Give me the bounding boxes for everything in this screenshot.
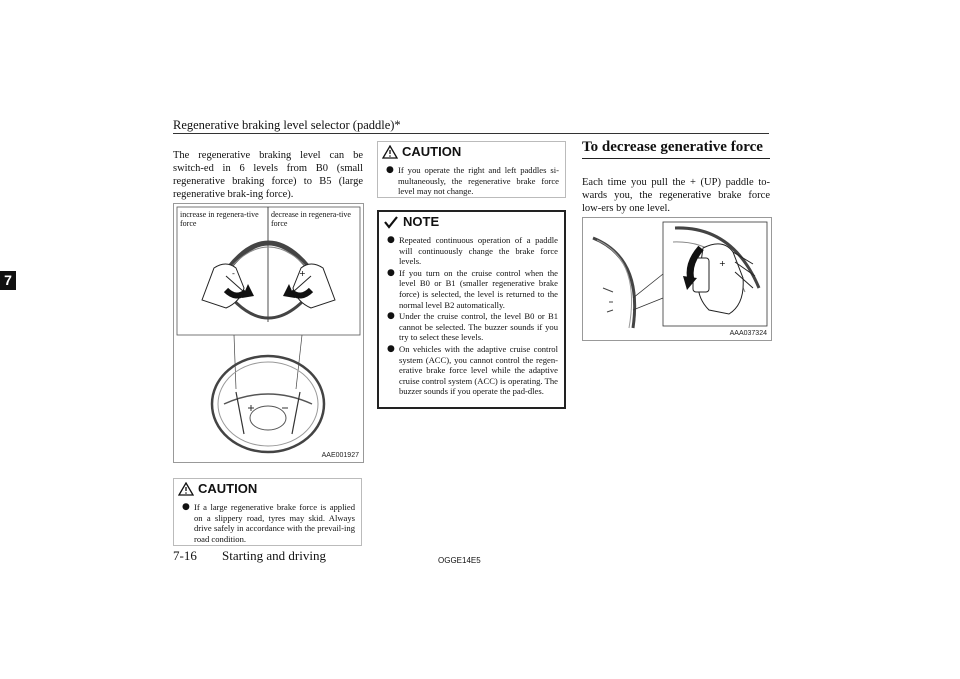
bullet-icon: ● [386, 165, 394, 175]
figure-code: AAA037324 [729, 330, 767, 337]
bullet-icon: ● [387, 343, 395, 354]
section-title: To decrease generative force [582, 139, 763, 155]
caution-box-middle [377, 141, 566, 198]
checkmark-icon [383, 215, 399, 229]
bullet-icon: ● [387, 311, 395, 322]
bullet-icon: ● [387, 235, 395, 245]
section-rule [582, 158, 770, 159]
chapter-tab: 7 [0, 271, 16, 290]
note-list [379, 235, 564, 402]
paddle-pull-figure [582, 217, 772, 341]
note-box [377, 210, 566, 409]
caution-list [378, 165, 565, 202]
bullet-icon: ● [182, 502, 190, 512]
list-item: ● If you turn on the cruise control when the level B0 or B1 (smaller regenerative brake force) is selected, the level is returned to the normal level B2 automatically. [387, 267, 558, 310]
footer-section: Starting and driving [222, 548, 326, 563]
intro-paragraph: The regenerative braking level can be switch-ed in 6 levels from B0 (small regenerative braking force) to B5 (large regenerative brak-ing force). [173, 150, 363, 200]
right-paragraph: Each time you pull the + (UP) paddle to-wards you, the regenerative brake force low-ers by one level. [582, 177, 770, 214]
caution-list [174, 502, 361, 549]
warning-triangle-icon [382, 145, 398, 159]
paddle-figure [173, 203, 364, 463]
caution-title: CAUTION [402, 144, 462, 159]
list-item: ● Under the cruise control, the level B0 or B1 cannot be selected. The buzzer sounds if you try to select these levels. [387, 311, 558, 343]
svg-text:-: - [232, 269, 235, 278]
running-header: Regenerative braking level selector (paddle)* [173, 118, 401, 132]
note-title: NOTE [403, 214, 440, 229]
svg-text:+: + [719, 259, 726, 268]
warning-triangle-icon [178, 482, 194, 496]
steering-wheel-illustration [174, 204, 363, 462]
caution-header [178, 481, 361, 496]
caution-header [382, 144, 565, 159]
svg-text:+: + [299, 269, 306, 278]
note-header [383, 214, 564, 229]
doc-code: OGGE14E5 [438, 556, 481, 565]
list-item: ● If a large regenerative brake force is applied on a slippery road, tyres may skid. Always drive safely in accordance with the prevail-ing road condition. [182, 502, 355, 544]
callout-decrease: decrease in regenera-tive force [271, 210, 351, 228]
caution-title: CAUTION [198, 481, 258, 496]
header-rule [173, 133, 769, 134]
bullet-icon: ● [387, 267, 395, 278]
list-item: ● Repeated continuous operation of a paddle will continuously change the brake force levels. [387, 235, 558, 267]
paddle-pull-illustration [583, 218, 771, 340]
callout-increase: increase in regenera-tive force [180, 210, 259, 228]
caution-box-left [173, 478, 362, 546]
figure-code: AAE001927 [321, 452, 359, 459]
list-item: ● If you operate the right and left paddles si-multaneously, the regenerative brake force level may not change. [386, 165, 559, 197]
list-item: ● On vehicles with the adaptive cruise control system (ACC), you cannot control the regen-erative brake force level while the adaptive cruise control system (ACC) is operating. The buzzer sounds if you operate the pad-dles. [387, 343, 558, 397]
page-number: 7-16 [173, 548, 197, 563]
